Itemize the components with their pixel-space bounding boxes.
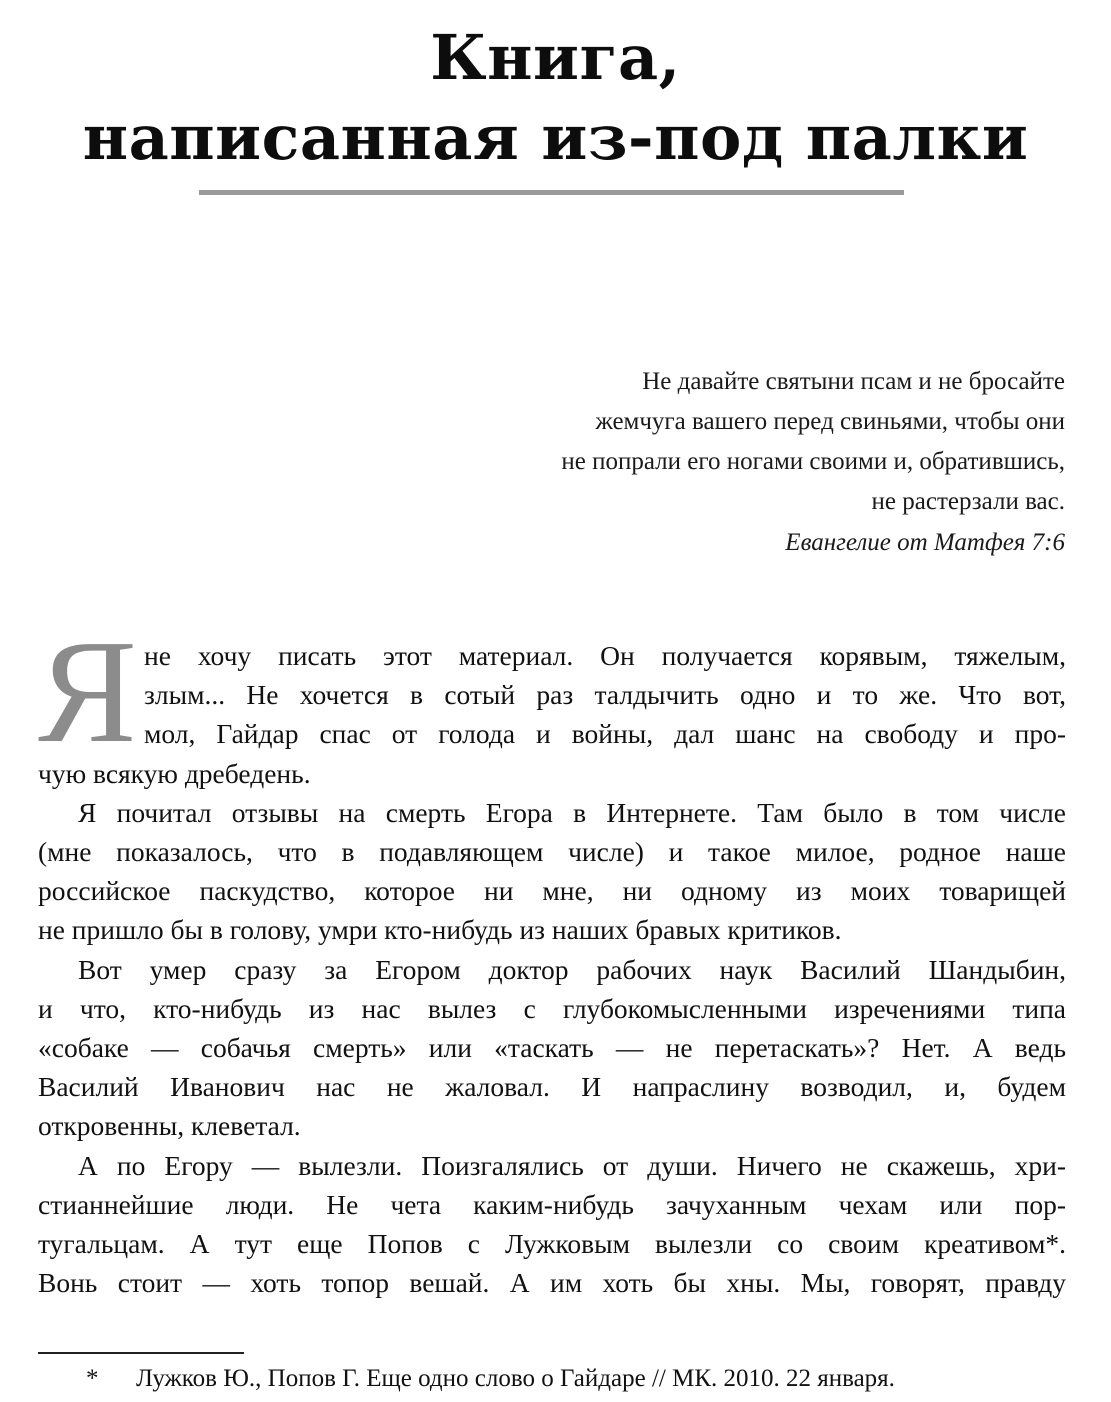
epigraph xyxy=(425,362,1065,563)
body-line: злым... Не хочется в сотый раз талдычить одно и то же. Что вот, xyxy=(144,679,1066,711)
body-line: не хочу писать этот материал. Он получается корявым, тяжелым, xyxy=(144,640,1066,671)
chapter-title-line-1: Книга, xyxy=(430,21,681,94)
body-line: тугальцам. А тут еще Попов с Лужковым вылезли со своим креативом*. xyxy=(38,1228,1066,1260)
body-line: стианнейшие люди. Не чета каким-нибудь зачуханным чехам или пор- xyxy=(38,1188,1066,1220)
body-line: российское паскудство, которое ни мне, ни одному из моих товарищей xyxy=(38,875,1066,907)
title-underline-rule xyxy=(199,190,904,195)
body-line: и что, кто-нибудь из нас вылез с глубокомысленными изречениями типа xyxy=(38,992,1066,1024)
body-line: «собаке — собачья смерть» или «таскать — не перетаскать»? Нет. А ведь xyxy=(38,1032,1066,1064)
body-line: А по Егору — вылезли. Поизгалялись от души. Ничего не скажешь, хри- xyxy=(78,1149,1066,1181)
epigraph-line: жемчуга вашего перед свиньями, чтобы они xyxy=(595,408,1065,435)
body-line: Василий Иванович нас не жаловал. И напраслину возводил, и, будем xyxy=(38,1071,1066,1103)
body-text xyxy=(38,636,1066,1302)
chapter-title xyxy=(0,18,1111,178)
body-line: не пришло бы в голову, умри кто-нибудь из наших бравых критиков. xyxy=(38,914,842,946)
body-line: откровенны, клеветал. xyxy=(38,1110,301,1142)
footnote-mark: * xyxy=(86,1365,99,1392)
body-line: Вот умер сразу за Егором доктор рабочих наук Василий Шандыбин, xyxy=(78,953,1066,985)
body-line: (мне показалось, что в подавляющем числе) и такое милое, родное наше xyxy=(38,836,1066,868)
body-line: Вонь стоит — хоть топор вешай. А им хоть бы хны. Мы, говорят, правду xyxy=(38,1267,1066,1299)
body-line: Я почитал отзывы на смерть Егора в Интернете. Там было в том числе xyxy=(78,796,1066,828)
body-line: чую всякую дребедень. xyxy=(38,757,311,789)
drop-cap: Я xyxy=(38,610,137,774)
epigraph-source: Евангелие от Матфея 7:6 xyxy=(785,529,1065,556)
epigraph-line: Не давайте святыни псам и не бросайте xyxy=(642,368,1065,395)
chapter-title-line-2: написанная из-под палки xyxy=(82,101,1029,174)
footnote-rule xyxy=(38,1352,244,1354)
epigraph-line: не попрали его ногами своими и, обратившись, xyxy=(561,448,1065,475)
body-line: мол, Гайдар спас от голода и войны, дал шанс на свободу и про- xyxy=(144,718,1066,750)
footnote xyxy=(86,1362,895,1396)
footnote-text: Лужков Ю., Попов Г. Еще одно слово о Гайдаре // МК. 2010. 22 января. xyxy=(136,1365,895,1392)
epigraph-line: не растерзали вас. xyxy=(871,488,1065,515)
